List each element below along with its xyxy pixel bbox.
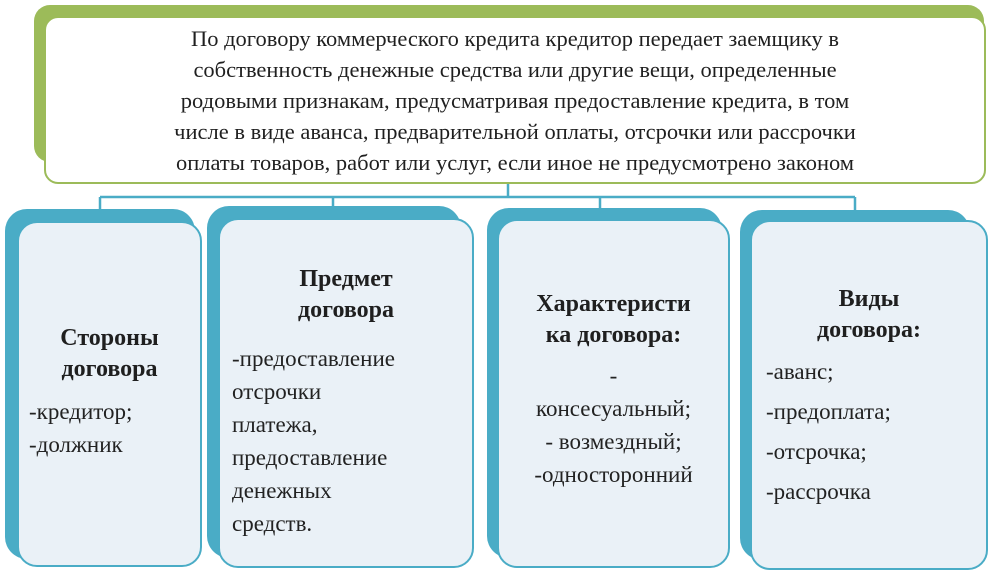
card-characteristics-title: Характеристи ка договора: — [536, 291, 691, 348]
card-parties — [17, 221, 202, 567]
list-item: -отсрочка; — [766, 439, 867, 464]
list-item: -кредитор; — [29, 399, 133, 424]
card-subject-title: Предмет договора — [298, 266, 394, 323]
card-parties-title: Стороны договора — [60, 325, 159, 382]
list-item: -рассрочка — [766, 479, 871, 504]
list-item: -аванс; — [766, 359, 834, 384]
card-characteristics-items — [499, 359, 728, 491]
card-types-title: Виды договора: — [817, 286, 921, 343]
definition-text: По договору коммерческого кредита кредитор передает заемщику в собственность денежные средства или другие вещи, определенные родовыми признакам, предусматривая предоставление кредита, в том числе в виде аванса, предварительной оплаты, отсрочки или рассрочки оплаты товаров, работ или услуг, если иное не предусмотрено законом — [174, 25, 856, 175]
card-parties-items — [29, 395, 132, 461]
card-types — [750, 220, 988, 570]
list-item: - консесуальный; — [535, 363, 692, 421]
list-item: - возмездный; — [545, 429, 682, 454]
card-types-items — [766, 352, 891, 512]
list-item: -односторонний — [534, 462, 693, 487]
card-characteristics — [497, 219, 730, 568]
list-item: -предоставление отсрочки платежа, предоставление денежных средств. — [232, 346, 395, 536]
list-item: -предоплата; — [766, 399, 891, 424]
list-item: -должник — [29, 432, 123, 457]
card-subject-items — [232, 342, 395, 540]
card-subject — [218, 218, 474, 568]
definition-box — [44, 16, 986, 184]
